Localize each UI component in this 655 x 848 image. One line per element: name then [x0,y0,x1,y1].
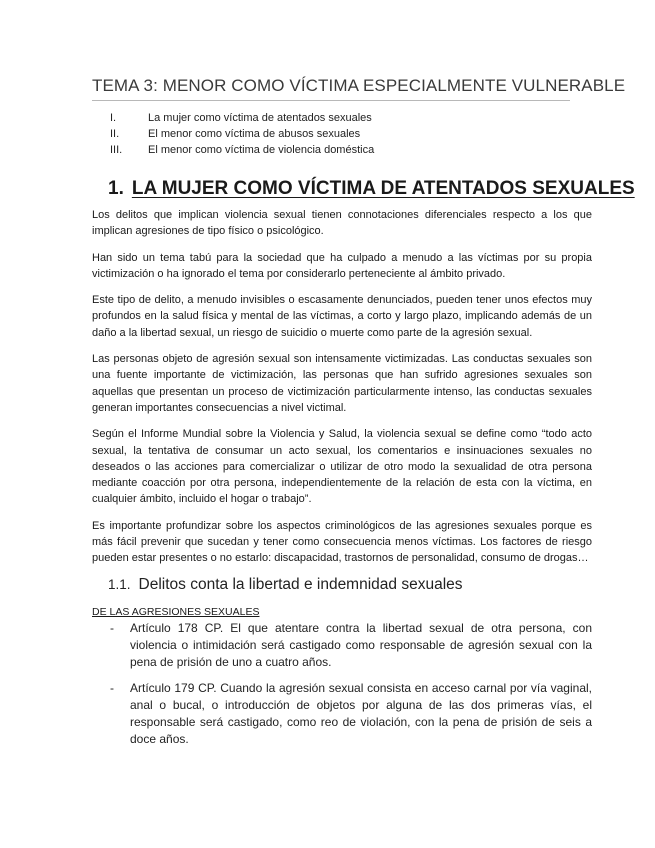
toc-item-number: I. [110,112,117,124]
dash-bullet: - [110,621,114,635]
list-item [110,620,592,670]
toc-item [110,142,374,158]
article-text: Artículo 178 CP. El que atentare contra la libertad sexual de otra persona, con violencia o intimidación será castigado como responsable de agresión sexual con la pena de prisión de uno a cuatro años. [130,621,592,669]
section-title: LA MUJER COMO VÍCTIMA DE ATENTADOS SEXUALES [131,178,635,199]
section-body [92,207,592,577]
toc-item-number: II. [110,128,120,140]
toc-item-label: El menor como víctima de violencia doméstica [148,144,375,156]
page-title: TEMA 3: MENOR COMO VÍCTIMA ESPECIALMENTE VULNERABLE [92,76,570,101]
list-item [110,680,592,747]
paragraph: Las personas objeto de agresión sexual son intensamente victimizadas. Las conductas sexuales son una fuente importante de victimización, las personas que han sufrido agresiones sexuales son aquellas que presentan un proceso de victimización particularmente intenso, las conductas sexuales generan importantes consecuencias a nivel victimal. [92,353,592,414]
section-number: 1. [108,178,124,199]
subsection-heading [108,576,463,594]
section-heading [108,178,635,200]
toc-item-label: El menor como víctima de abusos sexuales [148,128,361,140]
paragraph: Es importante profundizar sobre los aspectos criminológicos de las agresiones sexuales porque es más fácil prevenir que sucedan y tener como consecuencia menos víctimas. Los factores de riesgo pueden estar presentes o no estarlo: discapacidad, trastornos de personalidad, consumo de drogas… [92,519,592,565]
dash-bullet: - [110,681,114,696]
toc-item-label: La mujer como víctima de atentados sexuales [148,112,372,124]
toc-item [110,110,374,126]
table-of-contents [110,110,374,158]
subheading-agresiones: DE LAS AGRESIONES SEXUALES [92,606,260,618]
paragraph: Según el Informe Mundial sobre la Violencia y Salud, la violencia sexual se define como “todo acto sexual, la tentativa de consumar un acto sexual, los comentarios e insinuaciones sexuales no deseados o las acciones para comercializar o utilizar de otro modo la sexualidad de otra persona mediante coacción por otra persona, independientemente de la relación de esta con la víctima, en cualquier ámbito, incluido el hogar o trabajo”. [92,428,592,506]
subsection-number: 1.1. [108,577,131,592]
article-list [110,620,592,758]
toc-item-number: III. [110,144,123,156]
toc-item [110,126,374,142]
paragraph: Los delitos que implican violencia sexual tienen connotaciones diferenciales respecto a los que implican agresiones de tipo físico o psicológico. [92,209,592,238]
subsection-title: Delitos conta la libertad e indemnidad sexuales [138,576,463,593]
article-text: Artículo 179 CP. Cuando la agresión sexual consista en acceso carnal por vía vaginal, anal o bucal, o introducción de objetos por alguna de las dos primeras vías, el responsable será castigado, como reo de violación, con la pena de prisión de seis a doce años. [130,681,592,746]
paragraph: Han sido un tema tabú para la sociedad que ha culpado a menudo a las víctimas por su propia victimización o ha ignorado el tema por considerarlo perteneciente al ámbito privado. [92,251,592,280]
paragraph: Este tipo de delito, a menudo invisibles o escasamente denunciados, pueden tener unos efectos muy profundos en la salud física y mental de las víctimas, a corto y largo plazo, implicando además de un daño a la libertad sexual, un riesgo de suicidio o muerte como parte de la agresión sexual. [92,294,592,339]
